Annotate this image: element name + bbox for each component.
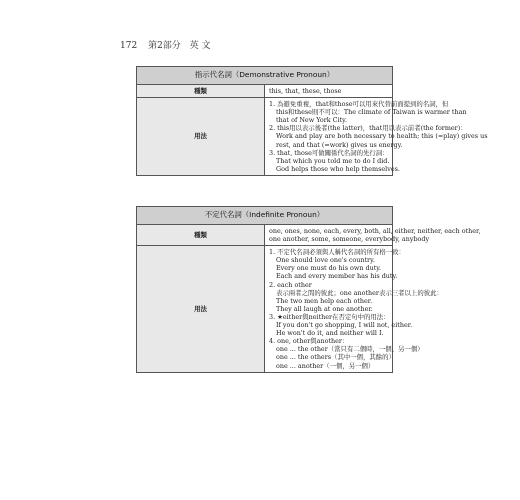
usage-line: one ... the other（當只有二個時，一個、另一個） [276,345,424,354]
demonstrative-type-label: 種類 [137,85,265,98]
usage-line: that of New York City. [276,116,347,125]
usage-line: If you don't go shopping, I will not, either. [276,321,413,330]
usage-line: The two men help each other. [276,296,373,305]
indefinite-usage [265,246,443,372]
usage-line: 3. that, those可做關係代名詞的先行詞： [269,148,389,157]
usage-line: They all laugh at one another. [276,304,373,313]
demonstrative-types-text: this, that, these, those [269,87,342,95]
demonstrative-usage [265,98,488,176]
demonstrative-usage-label: 用法 [137,98,265,176]
indefinite-types-line: one, ones, none, each, every, both, all, either, neither, each other, [269,227,481,235]
indefinite-types [265,225,481,246]
usage-line: That which you told me to do I did. [276,156,390,165]
usage-line: one ... another（一個，另一個） [276,361,375,370]
usage-line: Work and play are both necessary to health; this (=play) gives us [276,132,488,141]
usage-line: He won't do it, and neither will I. [276,329,384,338]
usage-line: One should love one's country. [276,256,375,265]
usage-line: Each and every member has his duty. [276,272,398,281]
usage-line: 3. ★either與neither在否定句中的用法： [269,312,390,321]
usage-line: this和these則不可以：The climate of Taiwan is warmer than [276,108,467,117]
usage-line: 4. one, other與another： [269,337,349,346]
demonstrative-pronoun-table [136,66,488,176]
page-header [120,38,211,51]
usage-line: God helps those who help themselves. [276,164,400,173]
part-label: 第2部分 [148,41,181,51]
usage-line: Every one must do his own duty. [276,264,382,273]
usage-line: 表示兩者之間的彼此；one another表示三者以上的彼此： [276,288,443,297]
demonstrative-table-title: 指示代名詞（Demonstrative Pronoun） [137,67,393,85]
usage-line: 1. 不定代名詞必須與人稱代名詞的所有格一致： [269,248,405,257]
usage-line: rest, and that (=work) gives us energy. [276,140,403,149]
indefinite-pronoun-table [136,206,481,373]
demonstrative-types [265,85,393,98]
usage-line: one ... the others（其中一個，其餘的） [276,353,395,362]
indefinite-usage-label: 用法 [137,246,265,372]
indefinite-types-line: one another, some, someone, everybody, anybody [269,235,430,244]
usage-line: 1. 為避免重複，that和those可以用來代替前面提到的名詞，但 [269,100,449,109]
page-number: 172 [120,41,138,51]
usage-line: 2. this用以表示後者(the latter)，that用以表示前者(the former)： [269,124,467,133]
indefinite-type-label: 種類 [137,225,265,246]
usage-line: 2. each other [269,280,312,289]
indefinite-table-title: 不定代名詞（Indefinite Pronoun） [137,207,393,225]
subject-label: 英 文 [189,41,211,51]
